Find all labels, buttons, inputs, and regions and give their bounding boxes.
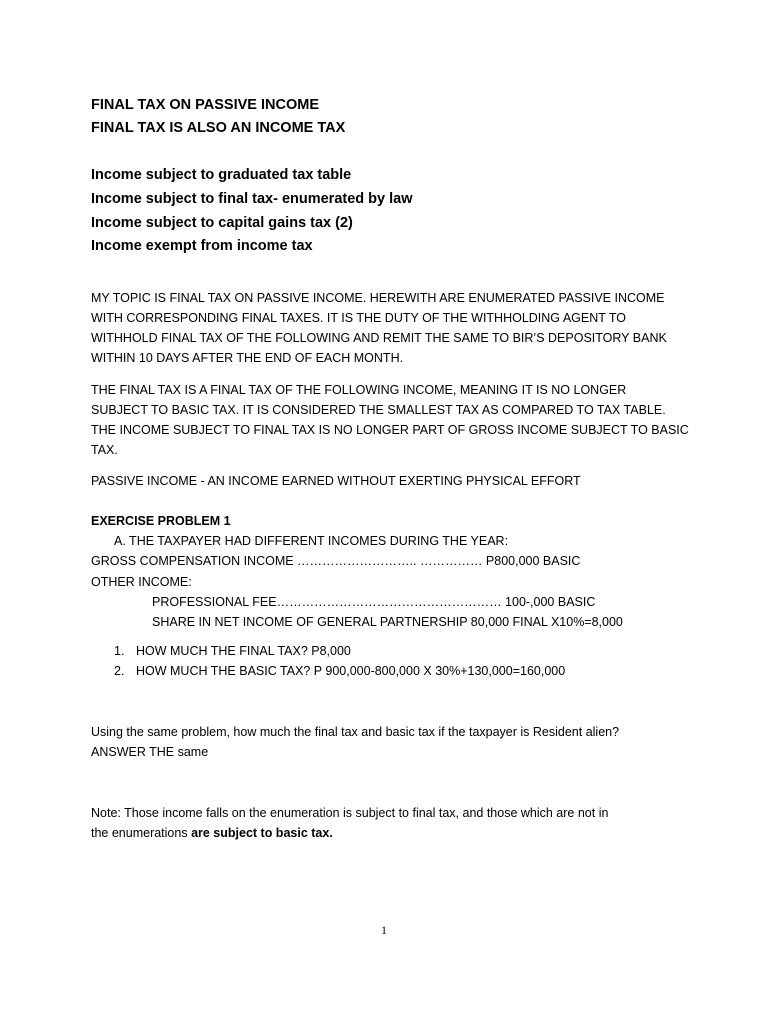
paragraph-topic-line: WITH CORRESPONDING FINAL TAXES. IT IS THE DUTY OF THE WITHHOLDING AGENT TO xyxy=(91,311,627,325)
question-number: 2. xyxy=(114,664,125,678)
professional-fee-line: PROFESSIONAL FEE……………………………………………… 100-,000 BASIC xyxy=(152,595,596,609)
exercise-item-a: A. THE TAXPAYER HAD DIFFERENT INCOMES DURING THE YEAR: xyxy=(114,534,509,548)
paragraph-final-tax-line: THE FINAL TAX IS A FINAL TAX OF THE FOLLOWING INCOME, MEANING IT IS NO LONGER xyxy=(91,383,627,397)
resident-alien-answer: ANSWER THE same xyxy=(91,745,209,759)
page-number: 1 xyxy=(381,923,387,937)
paragraph-final-tax-line: THE INCOME SUBJECT TO FINAL TAX IS NO LONGER PART OF GROSS INCOME SUBJECT TO BASIC xyxy=(91,423,689,437)
note-line xyxy=(91,827,333,840)
passive-income-definition: PASSIVE INCOME - AN INCOME EARNED WITHOUT EXERTING PHYSICAL EFFORT xyxy=(91,474,581,488)
paragraph-topic-line: MY TOPIC IS FINAL TAX ON PASSIVE INCOME. HEREWITH ARE ENUMERATED PASSIVE INCOME xyxy=(91,291,665,305)
resident-alien-question: Using the same problem, how much the final tax and basic tax if the taxpayer is Resident alien? xyxy=(91,725,620,739)
share-partnership-line: SHARE IN NET INCOME OF GENERAL PARTNERSHIP 80,000 FINAL X10%=8,000 xyxy=(152,615,623,629)
other-income-label: OTHER INCOME: xyxy=(91,575,192,589)
paragraph-final-tax-line: SUBJECT TO BASIC TAX. IT IS CONSIDERED THE SMALLEST TAX AS COMPARED TO TAX TABLE. xyxy=(91,403,666,417)
exercise-title: EXERCISE PROBLEM 1 xyxy=(91,514,231,528)
document-subtitle: FINAL TAX IS ALSO AN INCOME TAX xyxy=(91,120,346,136)
note-emphasis: are subject to basic tax. xyxy=(191,826,333,840)
question-text: HOW MUCH THE FINAL TAX? P8,000 xyxy=(136,644,351,658)
question-item xyxy=(114,665,565,678)
income-category-final-tax: Income subject to final tax- enumerated by law xyxy=(91,191,413,207)
question-text: HOW MUCH THE BASIC TAX? P 900,000-800,000 X 30%+130,000=160,000 xyxy=(136,664,566,678)
question-item xyxy=(114,645,351,658)
income-category-capital-gains: Income subject to capital gains tax (2) xyxy=(91,215,353,231)
gross-compensation-line: GROSS COMPENSATION INCOME ……………………….. …………… P800,000 BASIC xyxy=(91,554,581,568)
income-category-exempt: Income exempt from income tax xyxy=(91,238,313,254)
paragraph-topic-line: WITHHOLD FINAL TAX OF THE FOLLOWING AND REMIT THE SAME TO BIR’S DEPOSITORY BANK xyxy=(91,331,667,345)
paragraph-topic-line: WITHIN 10 DAYS AFTER THE END OF EACH MONTH. xyxy=(91,351,404,365)
paragraph-final-tax-line: TAX. xyxy=(91,443,118,457)
note-line: Note: Those income falls on the enumeration is subject to final tax, and those which are not in xyxy=(91,806,609,820)
income-category-graduated: Income subject to graduated tax table xyxy=(91,167,352,183)
question-number: 1. xyxy=(114,644,125,658)
document-title: FINAL TAX ON PASSIVE INCOME xyxy=(91,97,319,113)
note-text: the enumerations xyxy=(91,826,192,840)
